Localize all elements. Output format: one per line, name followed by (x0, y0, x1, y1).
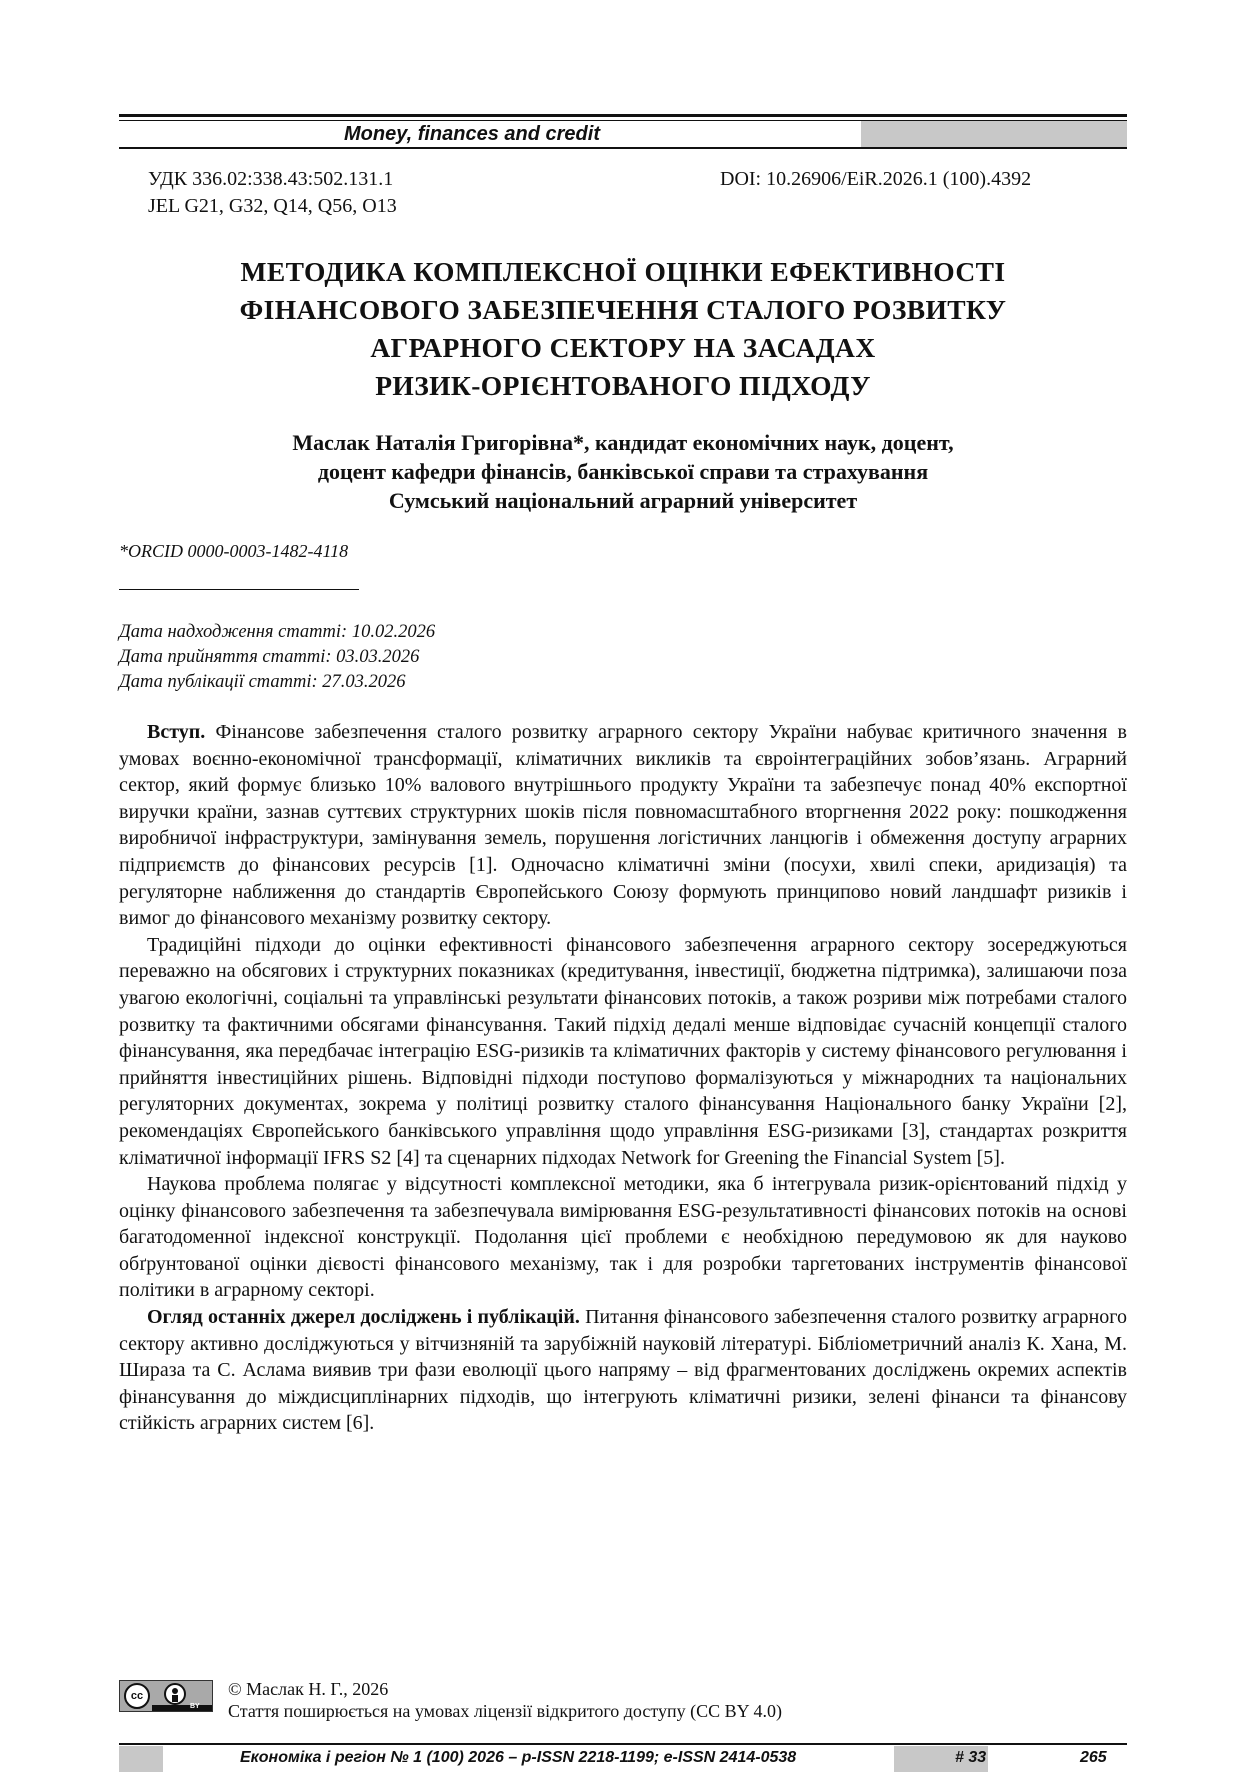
header-divider (119, 147, 1127, 149)
paragraph-literature-review (119, 1304, 1127, 1437)
journal-info: Економіка і регіон № 1 (100) 2026 – p-ISSN 2218-1199; e-ISSN 2414-0538 (240, 1749, 797, 1766)
paragraph-lead: Вступ. (147, 721, 206, 743)
by-label: BY (190, 1703, 200, 1710)
paragraph (119, 932, 1127, 1171)
title-line: МЕТОДИКА КОМПЛЕКСНОЇ ОЦІНКИ ЕФЕКТИВНОСТІ (240, 256, 1006, 287)
section-title: Money, finances and credit (344, 123, 600, 145)
header-gray-block (861, 121, 1127, 147)
jel-codes: JEL G21, G32, Q14, Q56, O13 (148, 195, 397, 217)
date-published: Дата публікації статті: 27.03.2026 (119, 672, 406, 692)
paragraph (119, 1171, 1127, 1304)
classification-codes (148, 166, 397, 220)
title-line: АГРАРНОГО СЕКТОРУ НА ЗАСАДАХ (370, 332, 876, 363)
copyright: © Маслак Н. Г., 2026 (228, 1679, 389, 1699)
author-affiliation: Сумський національний аграрний університет (388, 488, 858, 513)
author-line: Маслак Наталія Григорівна*, кандидат економічних наук, доцент, (292, 430, 954, 455)
section-header (119, 121, 1127, 147)
paragraph-text: Питання фінансового забезпечення сталого розвитку аграрного сектору активно досліджуються у вітчизняній та зарубіжній науковій літературі. Бібліометричний аналіз К. Хана, М. Шираза та С. Аслама виявив три фази еволюції цього напряму – від фрагментованих досліджень окремих аспектів фінансування до міждисциплінарних підходів, що інтегрують кліматичні ризики, зелені фінанси та фінансову стійкість аграрних систем [6]. (119, 1306, 1127, 1435)
udk-code: УДК 336.02:338.43:502.131.1 (148, 168, 394, 190)
title-line: ФІНАНСОВОГО ЗАБЕЗПЕЧЕННЯ СТАЛОГО РОЗВИТКУ (239, 294, 1007, 325)
article-title (119, 253, 1127, 405)
paragraph-text: Фінансове забезпечення сталого розвитку аграрного сектору України набуває критичного значення в умовах воєнно-економічної трансформації, кліматичних викликів та євроінтеграційних зобов’язань. Аграрний сектор, який формує близько 10% валового внутрішнього продукту України та забезпечує понад 40% експортної виручки країни, зазнав суттєвих структурних шоків після повномасштабного вторгнення 2022 року: пошкодження виробничої інфраструктури, замінування земель, порушення логістичних ланцюгів і обмеження доступу аграрних підприємств до фінансових ресурсів [1]. Одночасно кліматичні зміни (посухи, хвилі спеки, аридизація) та регуляторне наближення до стандартів Європейського Союзу формують принципово новий ландшафт ризиків і вимог до фінансового механізму розвитку сектору. (119, 721, 1127, 930)
footnote-rule (119, 589, 359, 590)
creative-commons-icon: cc (124, 1683, 150, 1709)
issue-number: # 33 (955, 1749, 987, 1766)
footer-rule (119, 1743, 1127, 1745)
license-block (228, 1678, 782, 1722)
doi: DOI: 10.26906/EiR.2026.1 (100).4392 (720, 168, 1032, 190)
page-number: 265 (1080, 1749, 1107, 1766)
paragraph-introduction (119, 719, 1127, 932)
paragraph-text: Традиційні підходи до оцінки ефективності фінансового забезпечення аграрного сектору зосереджуються переважно на обсягових і структурних показниках (кредитування, інвестиції, бюджетна підтримка), залишаючи поза увагою екологічні, соціальні та управлінські результати фінансових потоків, а також розриви між потребами сталого розвитку та фактичними обсягами фінансування. Такий підхід дедалі менше відповідає сучасній концепції сталого фінансування, яка передбачає інтеграцію ESG-ризиків та кліматичних факторів у систему фінансового регулювання і прийняття інвестиційних рішень. Відповідні підходи поступово формалізуються у міжнародних та національних регуляторних документах, зокрема у політиці розвитку сталого фінансування Національного банку України [2], рекомендаціях Європейського банківського управління щодо управління ESG-ризиками [3], стандартах розкриття кліматичної інформації IFRS S2 [4] та сценарних підходах Network for Greening the Financial System [5]. (119, 933, 1127, 1169)
attribution-icon (164, 1683, 186, 1705)
orcid: *ORCID 0000-0003-1482-4118 (119, 541, 349, 561)
header-rules (119, 114, 1127, 121)
license-text: Стаття поширюється на умовах ліцензії відкритого доступу (CC BY 4.0) (228, 1701, 782, 1721)
date-received: Дата надходження статті: 10.02.2026 (119, 622, 436, 642)
cc-by-license-logo (119, 1680, 213, 1712)
paragraph-text: Наукова проблема полягає у відсутності комплексної методики, яка б інтегрувала ризик-орієнтований підхід у оцінку фінансового забезпечення та забезпечувала вимірювання ESG-результативності фінансових потоків на основі багатодоменної індексної конструкції. Подолання цієї проблеми є необхідною передумовою як для науково обґрунтованої оцінки дієвості фінансового механізму, так і для розробки таргетованих інструментів фінансової політики в аграрному секторі. (119, 1173, 1127, 1302)
article-dates (119, 620, 435, 695)
article-body (119, 719, 1127, 1437)
paragraph-lead: Огляд останніх джерел досліджень і публікацій. (147, 1306, 580, 1329)
title-line: РИЗИК-ОРІЄНТОВАНОГО ПІДХОДУ (375, 370, 871, 401)
author-line: доцент кафедри фінансів, банківської справи та страхування (317, 459, 929, 484)
date-accepted: Дата прийняття статті: 03.03.2026 (119, 647, 420, 667)
author-block (119, 428, 1127, 515)
